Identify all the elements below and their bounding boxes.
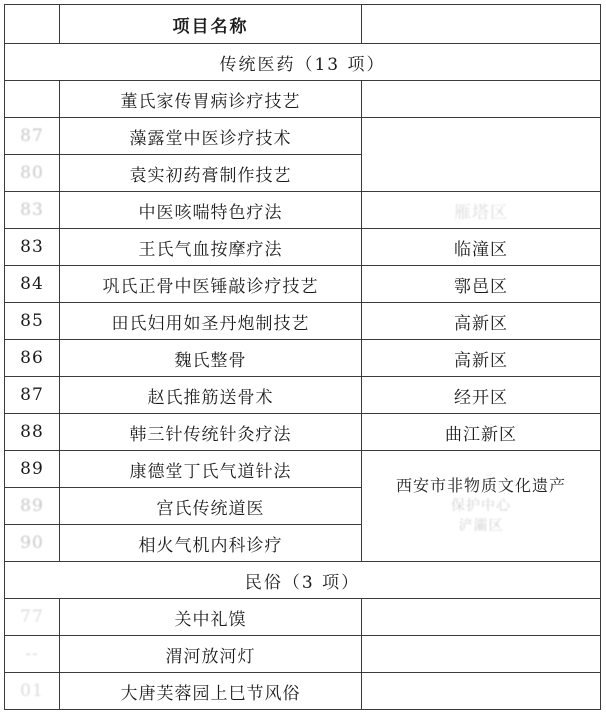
- row-number: 86: [5, 340, 60, 377]
- table-row: [5, 303, 601, 340]
- row-number: 83: [5, 192, 60, 229]
- table-row: [5, 599, 601, 636]
- row-project-name: 董氏家传胃病诊疗技艺: [60, 81, 362, 118]
- row-project-name: 袁实初药膏制作技艺: [60, 155, 362, 192]
- row-area: [362, 636, 601, 673]
- row-number: [5, 81, 60, 118]
- row-number: 89: [5, 451, 60, 488]
- header-number-cell: [5, 5, 60, 44]
- row-number: 85: [5, 303, 60, 340]
- row-area: 高新区: [362, 340, 601, 377]
- table-row: [5, 451, 601, 488]
- row-project-name: 王氏气血按摩疗法: [60, 229, 362, 266]
- row-number: 80: [5, 155, 60, 192]
- section-title-folk-custom: 民俗（3 项）: [5, 562, 601, 599]
- table-row: [5, 192, 601, 229]
- heritage-center-line-2: 保护中心: [451, 498, 511, 514]
- section-row-traditional-medicine: [5, 44, 601, 81]
- table-row: [5, 636, 601, 673]
- heritage-center-line-1: 西安市非物质文化遗产: [395, 476, 566, 495]
- table-row: [5, 414, 601, 451]
- row-area: [362, 599, 601, 636]
- section-row-folk-custom: [5, 562, 601, 599]
- row-project-name: 关中礼馍: [60, 599, 362, 636]
- row-project-name: 康德堂丁氏气道针法: [60, 451, 362, 488]
- row-area-merged: [362, 118, 601, 192]
- table-row: [5, 229, 601, 266]
- row-number: 90: [5, 525, 60, 562]
- table-row: [5, 340, 601, 377]
- row-project-name: 田氏妇用如圣丹炮制技艺: [60, 303, 362, 340]
- row-project-name: 宫氏传统道医: [60, 488, 362, 525]
- table-row: [5, 673, 601, 710]
- row-area: [362, 81, 601, 118]
- table-header-row: [5, 5, 601, 44]
- row-number: 88: [5, 414, 60, 451]
- section-title-traditional-medicine: 传统医药（13 项）: [5, 44, 601, 81]
- row-area-merged-heritage-center: [362, 451, 601, 562]
- row-project-name: 巩氏正骨中医锤敲诊疗技艺: [60, 266, 362, 303]
- row-number: --: [5, 636, 60, 673]
- row-number: 84: [5, 266, 60, 303]
- row-project-name: 渭河放河灯: [60, 636, 362, 673]
- heritage-center-line-3: 浐灞区: [458, 518, 504, 534]
- table-row: [5, 377, 601, 414]
- header-area-cell: [362, 5, 601, 44]
- row-number: 87: [5, 377, 60, 414]
- row-project-name: 韩三针传统针灸疗法: [60, 414, 362, 451]
- row-area: 经开区: [362, 377, 601, 414]
- row-project-name: 大唐芙蓉园上巳节风俗: [60, 673, 362, 710]
- row-area: 雁塔区: [362, 192, 601, 229]
- row-number: 87: [5, 118, 60, 155]
- row-area: 高新区: [362, 303, 601, 340]
- row-project-name: 魏氏整骨: [60, 340, 362, 377]
- table-row: [5, 118, 601, 155]
- row-project-name: 藻露堂中医诊疗技术: [60, 118, 362, 155]
- row-number: 83: [5, 229, 60, 266]
- row-area: 鄠邑区: [362, 266, 601, 303]
- row-number: 77: [5, 599, 60, 636]
- row-project-name: 赵氏推筋送骨术: [60, 377, 362, 414]
- header-name-cell: 项目名称: [60, 5, 362, 44]
- row-project-name: 相火气机内科诊疗: [60, 525, 362, 562]
- table-row: [5, 266, 601, 303]
- row-number: 89: [5, 488, 60, 525]
- row-area: 曲江新区: [362, 414, 601, 451]
- row-area: [362, 673, 601, 710]
- table-row: [5, 81, 601, 118]
- heritage-project-table: [4, 4, 601, 710]
- row-project-name: 中医咳喘特色疗法: [60, 192, 362, 229]
- row-number: 01: [5, 673, 60, 710]
- row-area: 临潼区: [362, 229, 601, 266]
